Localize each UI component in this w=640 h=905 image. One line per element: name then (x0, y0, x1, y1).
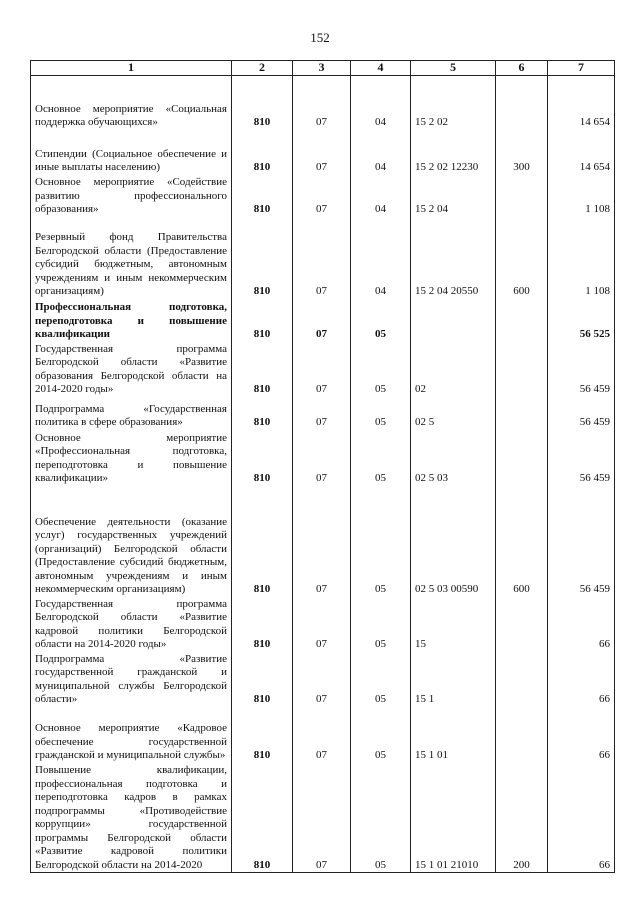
column-number-1: 1 (31, 61, 232, 76)
target-article-cell: 15 2 04 20550 (411, 217, 496, 299)
subsection-code-cell: 04 (351, 130, 411, 175)
amount-cell: 1 108 (548, 175, 615, 217)
row-name-cell: Повышение квалификации, профессиональная подготовка и переподготовка кадров в рамках подпрограммы «Противодействие коррупции» государственной программы Белгородской области «Развитие кадровой политики Белгородской области на 2014-2020 (31, 763, 232, 873)
amount-cell: 14 654 (548, 130, 615, 175)
target-article-cell: 02 5 (411, 397, 496, 430)
subsection-code-cell: 05 (351, 486, 411, 597)
budget-table (30, 60, 615, 873)
row-name-cell: Профессиональная подготовка, переподготовка и повышение квалификации (31, 299, 232, 342)
amount-cell: 56 459 (548, 486, 615, 597)
column-number-2: 2 (232, 61, 293, 76)
section-code-cell: 07 (293, 430, 351, 486)
section-code-cell: 07 (293, 397, 351, 430)
expense-type-cell (496, 597, 548, 652)
section-code-cell: 07 (293, 763, 351, 873)
amount-cell: 1 108 (548, 217, 615, 299)
subsection-code-cell: 04 (351, 217, 411, 299)
table-row (31, 486, 615, 597)
row-name-cell: Резервный фонд Правительства Белгородской области (Предоставление субсидий бюджетным, автономным учреждениям и иным некоммерческим организациям) (31, 217, 232, 299)
column-number-4: 4 (351, 61, 411, 76)
ministry-code-cell: 810 (232, 130, 293, 175)
table-row (31, 175, 615, 217)
section-code-cell: 07 (293, 175, 351, 217)
section-code-cell: 07 (293, 342, 351, 397)
ministry-code-cell: 810 (232, 597, 293, 652)
expense-type-cell (496, 652, 548, 707)
target-article-cell: 15 1 01 21010 (411, 763, 496, 873)
section-code-cell: 07 (293, 130, 351, 175)
subsection-code-cell: 05 (351, 299, 411, 342)
table-row (31, 217, 615, 299)
subsection-code-cell: 05 (351, 652, 411, 707)
subsection-code-cell: 05 (351, 430, 411, 486)
amount-cell: 66 (548, 707, 615, 763)
column-number-7: 7 (548, 61, 615, 76)
ministry-code-cell: 810 (232, 342, 293, 397)
amount-cell: 56 459 (548, 430, 615, 486)
column-numbers-row (31, 61, 615, 76)
row-name-cell: Государственная программа Белгородской области «Развитие образования Белгородской области на 2014-2020 годы» (31, 342, 232, 397)
expense-type-cell (496, 430, 548, 486)
target-article-cell (411, 299, 496, 342)
amount-cell: 56 525 (548, 299, 615, 342)
ministry-code-cell: 810 (232, 763, 293, 873)
ministry-code-cell: 810 (232, 652, 293, 707)
table-row (31, 299, 615, 342)
target-article-cell: 02 (411, 342, 496, 397)
expense-type-cell (496, 707, 548, 763)
subsection-code-cell: 05 (351, 597, 411, 652)
target-article-cell: 02 5 03 00590 (411, 486, 496, 597)
row-name-cell: Стипендии (Социальное обеспечение и иные выплаты населению) (31, 130, 232, 175)
ministry-code-cell: 810 (232, 397, 293, 430)
row-name-cell: Основное мероприятие «Содействие развитию профессионального образования» (31, 175, 232, 217)
ministry-code-cell: 810 (232, 217, 293, 299)
expense-type-cell: 600 (496, 217, 548, 299)
section-code-cell: 07 (293, 217, 351, 299)
subsection-code-cell: 05 (351, 397, 411, 430)
column-number-3: 3 (293, 61, 351, 76)
section-code-cell: 07 (293, 707, 351, 763)
table-row (31, 763, 615, 873)
subsection-code-cell: 05 (351, 342, 411, 397)
table-row (31, 430, 615, 486)
row-name-cell: Основное мероприятие «Социальная поддержка обучающихся» (31, 76, 232, 130)
expense-type-cell (496, 299, 548, 342)
row-name-cell: Основное мероприятие «Кадровое обеспечение государственной гражданской и муниципальной службы» (31, 707, 232, 763)
ministry-code-cell: 810 (232, 175, 293, 217)
row-name-cell: Обеспечение деятельности (оказание услуг) государственных учреждений (организаций) Белгородской области (Предоставление субсидий бюджетным, автономным учреждениям и иным некоммерческим организациям) (31, 486, 232, 597)
table-row (31, 342, 615, 397)
row-name-cell: Основное мероприятие «Профессиональная подготовка, переподготовка и повышение квалификации» (31, 430, 232, 486)
expense-type-cell (496, 76, 548, 130)
ministry-code-cell: 810 (232, 430, 293, 486)
column-number-6: 6 (496, 61, 548, 76)
amount-cell: 56 459 (548, 397, 615, 430)
row-name-cell: Подпрограмма «Государственная политика в сфере образования» (31, 397, 232, 430)
table-row (31, 597, 615, 652)
subsection-code-cell: 05 (351, 707, 411, 763)
subsection-code-cell: 05 (351, 763, 411, 873)
amount-cell: 66 (548, 763, 615, 873)
ministry-code-cell: 810 (232, 76, 293, 130)
table-row (31, 707, 615, 763)
subsection-code-cell: 04 (351, 76, 411, 130)
column-number-5: 5 (411, 61, 496, 76)
table-row (31, 76, 615, 130)
expense-type-cell (496, 397, 548, 430)
expense-type-cell: 300 (496, 130, 548, 175)
ministry-code-cell: 810 (232, 486, 293, 597)
target-article-cell: 15 2 02 12230 (411, 130, 496, 175)
target-article-cell: 15 (411, 597, 496, 652)
section-code-cell: 07 (293, 597, 351, 652)
section-code-cell: 07 (293, 652, 351, 707)
page-number: 152 (310, 30, 330, 45)
target-article-cell: 02 5 03 (411, 430, 496, 486)
section-code-cell: 07 (293, 299, 351, 342)
table-row (31, 397, 615, 430)
row-name-cell: Государственная программа Белгородской области «Развитие кадровой политики Белгородской области на 2014-2020 годы» (31, 597, 232, 652)
target-article-cell: 15 1 01 (411, 707, 496, 763)
amount-cell: 66 (548, 652, 615, 707)
ministry-code-cell: 810 (232, 707, 293, 763)
target-article-cell: 15 2 04 (411, 175, 496, 217)
subsection-code-cell: 04 (351, 175, 411, 217)
table-row (31, 652, 615, 707)
table-row (31, 130, 615, 175)
expense-type-cell (496, 175, 548, 217)
row-name-cell: Подпрограмма «Развитие государственной гражданской и муниципальной службы Белгородской области» (31, 652, 232, 707)
target-article-cell: 15 1 (411, 652, 496, 707)
amount-cell: 66 (548, 597, 615, 652)
ministry-code-cell: 810 (232, 299, 293, 342)
expense-type-cell: 600 (496, 486, 548, 597)
target-article-cell: 15 2 02 (411, 76, 496, 130)
amount-cell: 56 459 (548, 342, 615, 397)
section-code-cell: 07 (293, 486, 351, 597)
amount-cell: 14 654 (548, 76, 615, 130)
expense-type-cell (496, 342, 548, 397)
section-code-cell: 07 (293, 76, 351, 130)
expense-type-cell: 200 (496, 763, 548, 873)
